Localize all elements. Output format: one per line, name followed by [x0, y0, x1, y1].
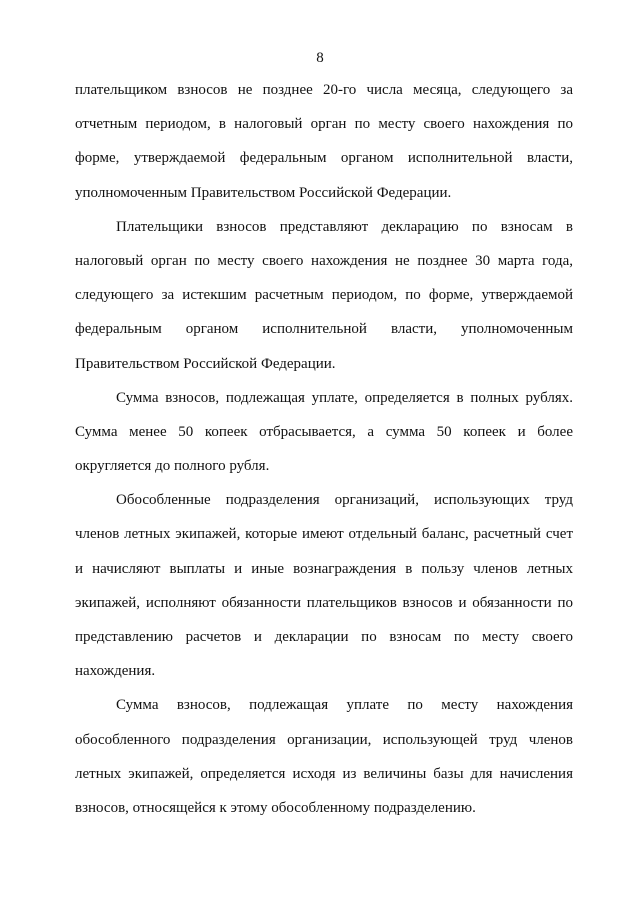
- text-line: Плательщики взносов представляют декларацию по взносам в: [116, 218, 573, 235]
- text-line: округляется до полного рубля.: [75, 458, 270, 475]
- paragraph-2: [75, 210, 573, 381]
- text-line: плательщиком взносов не позднее 20-го числа месяца, следующего за: [75, 82, 573, 98]
- text-line: летных экипажей, определяется исходя из величины базы для начисления: [75, 765, 573, 782]
- text-line: Сумма взносов, подлежащая уплате, определяется в полных рублях.: [116, 389, 573, 406]
- text-line: Обособленные подразделения организаций, использующих труд: [116, 492, 573, 509]
- document-body: [75, 73, 573, 825]
- text-line: следующего за истекшим расчетным периодом, по форме, утверждаемой: [75, 287, 573, 304]
- page-number: 8: [316, 50, 324, 66]
- text-line: членов летных экипажей, которые имеют отдельный баланс, расчетный счет: [75, 526, 573, 543]
- text-line: взносов, относящейся к этому обособленному подразделению.: [75, 799, 476, 816]
- text-line: Сумма взносов, подлежащая уплате по месту нахождения: [116, 697, 573, 714]
- text-line: представлению расчетов и декларации по взносам по месту своего: [75, 629, 573, 645]
- text-line: и начисляют выплаты и иные вознаграждения в пользу членов летных: [75, 560, 573, 577]
- text-line: федеральным органом исполнительной власти, уполномоченным: [75, 321, 573, 338]
- paragraph-5: [75, 688, 573, 825]
- text-line: уполномоченным Правительством Российской Федерации.: [75, 184, 452, 201]
- paragraph-1: [75, 73, 573, 210]
- paragraph-4: [75, 483, 573, 688]
- text-line: нахождения.: [75, 663, 156, 680]
- text-line: отчетным периодом, в налоговый орган по месту своего нахождения по: [75, 116, 573, 133]
- paragraph-3: [75, 381, 573, 484]
- text-line: экипажей, исполняют обязанности плательщиков взносов и обязанности по: [75, 594, 573, 611]
- text-line: Правительством Российской Федерации.: [75, 355, 336, 372]
- text-line: налоговый орган по месту своего нахождения не позднее 30 марта года,: [75, 252, 573, 269]
- text-line: обособленного подразделения организации, использующей труд членов: [75, 731, 573, 748]
- text-line: форме, утверждаемой федеральным органом исполнительной власти,: [75, 150, 573, 167]
- text-line: Сумма менее 50 копеек отбрасывается, а сумма 50 копеек и более: [75, 423, 573, 440]
